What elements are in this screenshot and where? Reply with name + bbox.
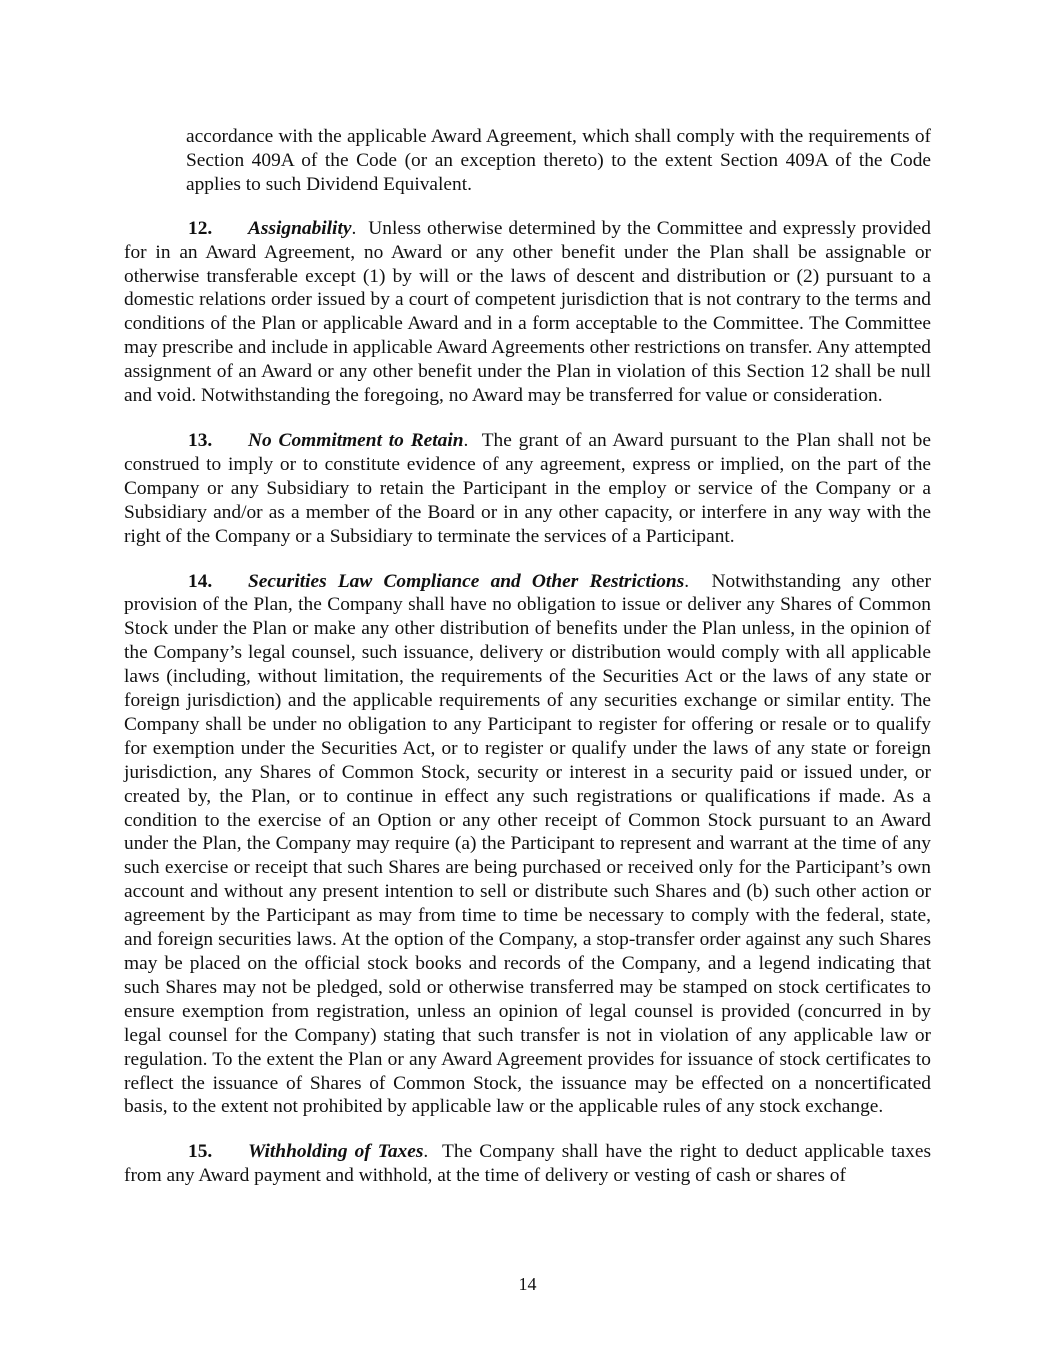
section-14-number: 14. <box>188 570 213 592</box>
page-number: 14 <box>518 1274 537 1294</box>
section-14: 14. Securities Law Compliance and Other Restrictions. Notwithstanding any other provision of the Plan, the Company shall have no obligation to issue or deliver any Shares of Common Stock under the Plan or make any other distribution of benefits under the Plan unless, in the opinion of the Company’s legal counsel, such issuance, delivery or distribution would comply with all applicable laws (including, without limitation, the requirements of the Securities Act or the laws of any state or foreign jurisdiction) and the applicable requirements of any securities exchange or similar entity. The Company shall be under no obligation to any Participant to register for offering or resale or to qualify for exemption under the Securities Act, or to register or qualify under the laws of any state or foreign jurisdiction, any Shares of Common Stock, security or interest in a security paid or issued under, or created by, the Plan, or to continue in effect any such registrations or qualifications if made. As a condition to the exercise of an Option or any other receipt of Common Stock pursuant to an Award under the Plan, the Company may require (a) the Participant to represent and warrant at the time of any such exercise or receipt that such Shares are being purchased or received only for the Participant’s own account and without any present intention to sell or distribute such Shares and (b) such other action or agreement by the Participant as may from time to time be necessary to comply with the federal, state, and foreign securities laws. At the option of the Company, a stop-transfer order against any such Shares may be placed on the official stock books and records of the Company, and a legend indicating that such Shares may not be pledged, sold or otherwise transferred may be stamped on stock certificates to ensure exemption from registration, unless an opinion of legal counsel is provided (concurred in by legal counsel for the Company) stating that such transfer is not in violation of any applicable law or regulation. To the extent the Plan or any Award Agreement provides for issuance of stock certificates to reflect the issuance of Shares of Common Stock, the issuance may be effected on a noncertificated basis, to the extent not prohibited by applicable law or the applicable rules of any stock exchange. <box>124 570 931 1118</box>
section-15-heading: Withholding of Taxes <box>248 1141 424 1163</box>
section-12-body: Unless otherwise determined by the Committee and expressly provided for in an Award Agreement, no Award or any other benefit under the Plan shall be assignable or otherwise transferable except (1) by will or the laws of descent and distribution or (2) pursuant to a domestic relations order issued by a court of competent jurisdiction that is not contrary to the terms and conditions of the Plan or applicable Award and in a form acceptable to the Committee. The Committee may prescribe and include in applicable Award Agreements other restrictions on transfer. Any attempted assignment of an Award or any other benefit under the Plan in violation of this Section 12 shall be null and void. Notwithstanding the foregoing, no Award may be transferred for value or consideration. <box>124 217 931 407</box>
section-12: 12. Assignability. Unless otherwise determined by the Committee and expressly provided for in an Award Agreement, no Award or any other benefit under the Plan shall be assignable or otherwise transferable except (1) by will or the laws of descent and distribution or (2) pursuant to a domestic relations order issued by a court of competent jurisdiction that is not contrary to the terms and conditions of the Plan or applicable Award and in a form acceptable to the Committee. The Committee may prescribe and include in applicable Award Agreements other restrictions on transfer. Any attempted assignment of an Award or any other benefit under the Plan in violation of this Section 12 shall be null and void. Notwithstanding the foregoing, no Award may be transferred for value or consideration. <box>124 217 931 407</box>
document-page <box>124 125 931 1209</box>
section-13-heading: No Commitment to Retain <box>248 429 464 451</box>
section-14-heading: Securities Law Compliance and Other Restrictions <box>248 570 685 592</box>
section-14-body: Notwithstanding any other provision of the Plan, the Company shall have no obligation to issue or deliver any Shares of Common Stock under the Plan or make any other distribution of benefits under the Plan unless, in the opinion of the Company’s legal counsel, such issuance, delivery or distribution would comply with all applicable laws (including, without limitation, the requirements of the Securities Act or the laws of any state or foreign jurisdiction) and the applicable requirements of any securities exchange or similar entity. The Company shall be under no obligation to any Participant to register for offering or resale or to qualify for exemption under the Securities Act, or to register or qualify under the laws of any state or foreign jurisdiction, any Shares of Common Stock, security or interest in a security paid or issued under, or created by, the Plan, or to continue in effect any such registrations or qualifications if made. As a condition to the exercise of an Option or any other receipt of Common Stock pursuant to an Award under the Plan, the Company may require (a) the Participant to represent and warrant at the time of any such exercise or receipt that such Shares are being purchased or received only for the Participant’s own account and without any present intention to sell or distribute such Shares and (b) such other action or agreement by the Participant as may from time to time be necessary to comply with the federal, state, and foreign securities laws. At the option of the Company, a stop-transfer order against any such Shares may be placed on the official stock books and records of the Company, and a legend indicating that such Shares may not be pledged, sold or otherwise transferred may be stamped on stock certificates to ensure exemption from registration, unless an opinion of legal counsel is provided (concurred in by legal counsel for the Company) stating that such transfer is not in violation of any applicable law or regulation. To the extent the Plan or any Award Agreement provides for issuance of stock certificates to reflect the issuance of Shares of Common Stock, the issuance may be effected on a noncertificated basis, to the extent not prohibited by applicable law or the applicable rules of any stock exchange. <box>124 570 931 1118</box>
section-15-body: The Company shall have the right to deduct applicable taxes from any Award payment and withhold, at the time of delivery or vesting of cash or shares of <box>124 1141 931 1187</box>
section-15-number: 15. <box>188 1141 213 1163</box>
section-13: 13. No Commitment to Retain. The grant of an Award pursuant to the Plan shall not be construed to imply or to constitute evidence of any agreement, express or implied, on the part of the Company or any Subsidiary to retain the Participant in the employ or service of the Company or a Subsidiary and/or as a member of the Board or in any other capacity, or interfere in any way with the right of the Company or a Subsidiary to terminate the services of a Participant. <box>124 429 931 547</box>
section-12-heading: Assignability <box>248 217 352 239</box>
intro-text: accordance with the applicable Award Agreement, which shall comply with the requirements of Section 409A of the Code (or an exception thereto) to the extent Section 409A of the Code applies to such Dividend Equivalent. <box>186 126 931 195</box>
section-13-body: The grant of an Award pursuant to the Plan shall not be construed to imply or to constitute evidence of any agreement, express or implied, on the part of the Company or any Subsidiary to retain the Participant in the employ or service of the Company or a Subsidiary and/or as a member of the Board or in any other capacity, or interfere in any way with the right of the Company or a Subsidiary to terminate the services of a Participant. <box>124 429 931 547</box>
intro-paragraph <box>124 125 931 197</box>
section-13-number: 13. <box>188 429 213 451</box>
section-12-number: 12. <box>188 217 213 239</box>
section-15: 15. Withholding of Taxes. The Company shall have the right to deduct applicable taxes from any Award payment and withhold, at the time of delivery or vesting of cash or shares of <box>124 1141 931 1187</box>
